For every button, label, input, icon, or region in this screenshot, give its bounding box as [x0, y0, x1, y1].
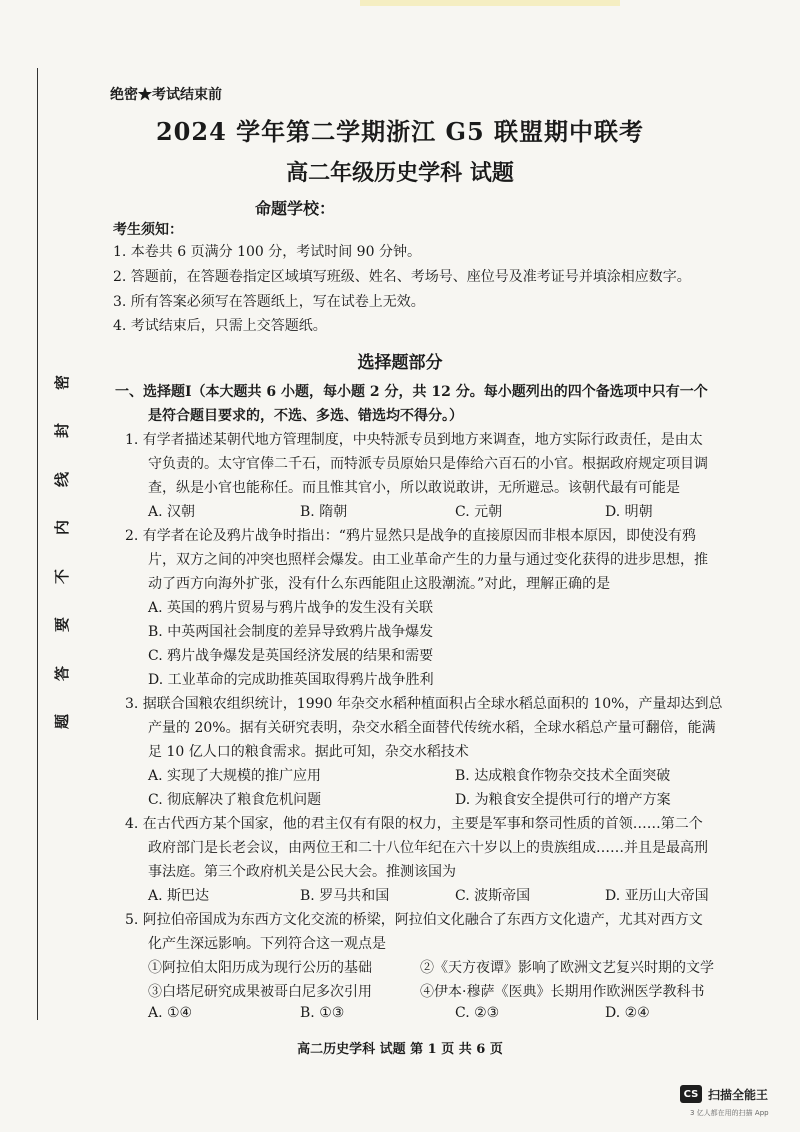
notice-item: 4. 考试结束后，只需上交答题纸。 [113, 318, 327, 334]
exam-subtitle: 高二年级历史学科 试题 [286, 160, 514, 186]
question-1-text: 查，纵是小官也能称任。而且惟其官小，所以敢说敢讲，无所避忌。该朝代最有可能是 [148, 480, 680, 496]
q5-option-b[interactable]: B. ①③ [300, 1005, 345, 1021]
section-title: 选择题部分 [357, 353, 443, 373]
question-2-text: 2. 有学者在论及鸦片战争时指出：“鸦片显然只是战争的直接原因而非根本原因，即使没有鸦 [125, 528, 696, 544]
seal-char: 题 [53, 713, 72, 729]
part-instruction: 是符合题目要求的，不选、多选、错选均不得分。） [148, 408, 463, 424]
top-highlight [360, 0, 620, 6]
scanner-name: 扫描全能王 [708, 1087, 769, 1102]
q2-option-a[interactable]: A. 英国的鸦片贸易与鸦片战争的发生没有关联 [148, 600, 434, 616]
q1-option-c[interactable]: C. 元朝 [455, 504, 503, 520]
q5-option-c[interactable]: C. ②③ [455, 1005, 500, 1021]
notice-item: 2. 答题前，在答题卷指定区域填写班级、姓名、考场号、座位号及准考证号并填涂相应数字。 [113, 269, 691, 285]
q3-option-b[interactable]: B. 达成粮食作物杂交技术全面突破 [455, 768, 671, 784]
scanner-tagline: 3 亿人都在用的扫描 App [690, 1109, 769, 1117]
page-footer: 高二历史学科 试题 第 1 页 共 6 页 [297, 1042, 503, 1057]
q4-option-b[interactable]: B. 罗马共和国 [300, 888, 390, 904]
binding-line [37, 68, 38, 1020]
notice-item: 3. 所有答案必须写在答题纸上，写在试卷上无效。 [113, 294, 425, 310]
seal-char: 封 [53, 423, 72, 439]
question-3-text: 足 10 亿人口的粮食需求。据此可知，杂交水稻技术 [148, 744, 469, 760]
part-instruction: 一、选择题Ⅰ（本大题共 6 小题，每小题 2 分，共 12 分。每小题列出的四个备选项中只有一个 [115, 384, 708, 400]
seal-char: 密 [53, 374, 72, 391]
q4-option-a[interactable]: A. 斯巴达 [148, 888, 210, 904]
q5-option-a[interactable]: A. ①④ [148, 1005, 193, 1021]
q1-option-b[interactable]: B. 隋朝 [300, 504, 348, 520]
q2-option-d[interactable]: D. 工业革命的完成助推英国取得鸦片战争胜利 [148, 672, 434, 688]
scanner-watermark [680, 1085, 768, 1103]
question-2-text: 动了西方向海外扩张，没有什么东西能阻止这股潮流。”对此，理解正确的是 [148, 576, 611, 592]
q5-statement: ③白塔尼研究成果被哥白尼多次引用 [148, 984, 372, 1000]
seal-line-text [50, 372, 74, 732]
q5-statement: ④伊本·穆萨《医典》长期用作欧洲医学教科书 [420, 984, 705, 1000]
q3-option-d[interactable]: D. 为粮食安全提供可行的增产方案 [455, 792, 671, 808]
question-4-text: 事法庭。第三个政府机关是公民大会。推测该国为 [148, 864, 456, 880]
confidential-label: 绝密★考试结束前 [110, 87, 222, 103]
q5-statement: ①阿拉伯太阳历成为现行公历的基础 [148, 960, 372, 976]
question-5-text: 5. 阿拉伯帝国成为东西方文化交流的桥梁，阿拉伯文化融合了东西方文化遗产，尤其对西方文 [125, 912, 703, 928]
question-1-text: 守负责的。太守官俸二千石，而特派专员原始只是俸给六百石的小官。根据政府规定项目调 [148, 456, 708, 472]
school-label: 命题学校： [255, 199, 336, 218]
q1-option-a[interactable]: A. 汉朝 [148, 504, 196, 520]
question-3-text: 3. 据联合国粮农组织统计，1990 年杂交水稻种植面积占全球水稻总面积的 10%，产量却达到总 [125, 696, 723, 712]
seal-char: 答 [53, 665, 72, 681]
scanner-logo-icon: CS [680, 1085, 702, 1103]
seal-char: 内 [53, 520, 72, 536]
seal-char: 线 [53, 471, 72, 487]
question-4-text: 政府部门是长老会议，由两位王和二十八位年纪在六十岁以上的贵族组成……并且是最高刑 [148, 840, 708, 856]
question-1-text: 1. 有学者描述某朝代地方管理制度，中央特派专员到地方来调查，地方实际行政责任，是由太 [125, 432, 703, 448]
q5-option-d[interactable]: D. ②④ [605, 1005, 650, 1021]
question-3-text: 产量的 20%。据有关研究表明，杂交水稻全面替代传统水稻，全球水稻总产量可翻倍，能满 [148, 720, 716, 736]
q3-option-c[interactable]: C. 彻底解决了粮食危机问题 [148, 792, 322, 808]
notice-heading: 考生须知： [113, 222, 183, 238]
q3-option-a[interactable]: A. 实现了大规模的推广应用 [148, 768, 322, 784]
q2-option-c[interactable]: C. 鸦片战争爆发是英国经济发展的结果和需要 [148, 648, 434, 664]
seal-char: 不 [53, 568, 72, 584]
question-2-text: 片，双方之间的冲突也照样会爆发。由工业革命产生的力量与通过变化获得的进步思想，推 [148, 552, 708, 568]
seal-char: 要 [53, 617, 72, 633]
notice-item: 1. 本卷共 6 页满分 100 分，考试时间 90 分钟。 [113, 244, 421, 260]
q2-option-b[interactable]: B. 中英两国社会制度的差异导致鸦片战争爆发 [148, 624, 434, 640]
q1-option-d[interactable]: D. 明朝 [605, 504, 653, 520]
exam-title: 2024 学年第二学期浙江 G5 联盟期中联考 [155, 117, 645, 146]
q4-option-c[interactable]: C. 波斯帝国 [455, 888, 531, 904]
q4-option-d[interactable]: D. 亚历山大帝国 [605, 888, 709, 904]
question-4-text: 4. 在古代西方某个国家，他的君主仅有有限的权力，主要是军事和祭司性质的首领……第二个 [125, 816, 703, 832]
question-5-text: 化产生深远影响。下列符合这一观点是 [148, 936, 386, 952]
q5-statement: ②《天方夜谭》影响了欧洲文艺复兴时期的文学 [420, 960, 714, 976]
